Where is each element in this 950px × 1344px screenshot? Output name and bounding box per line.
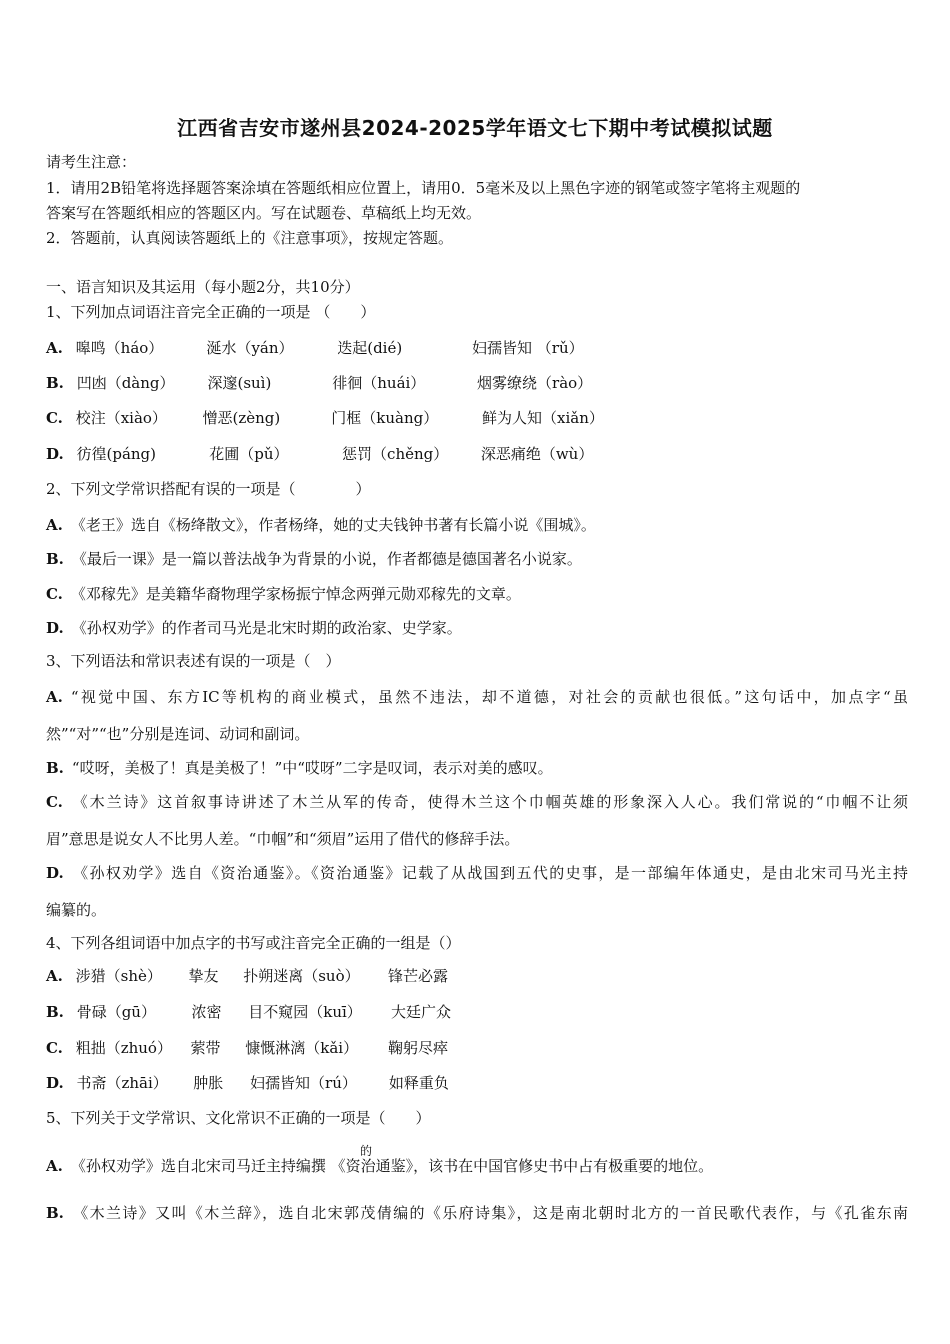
option-letter: A. (46, 967, 63, 985)
q1-option-d (46, 444, 593, 464)
question-5-stem: 5、下列关于文学常识、文化常识不正确的一项是（ ） (46, 1109, 431, 1127)
q3-option-d-line2: 编纂的。 (46, 901, 107, 919)
question-1-stem: 1、下列加点词语注音完全正确的一项是 （ ） (46, 303, 376, 321)
option-item: 肿胀 (193, 1074, 224, 1092)
q2-option-d (46, 618, 462, 638)
q3-option-a-line1 (46, 687, 908, 707)
option-item: 粗拙（zhuó） (75, 1039, 172, 1057)
option-text: 《孙权劝学》的作者司马光是北宋时期的政治家、史学家。 (71, 619, 462, 637)
question-4-stem: 4、下列各组词语中加点字的书写或注音完全正确的一组是（） (46, 934, 461, 952)
option-item: 深邃(suì) (207, 374, 272, 392)
option-letter: A. (46, 1157, 63, 1175)
option-letter: D. (46, 1074, 64, 1092)
option-item: 挚友 (188, 967, 219, 985)
q5-option-b (46, 1203, 908, 1223)
option-letter: A. (46, 688, 63, 706)
option-text: 《木兰诗》这首叙事诗讲述了木兰从军的传奇，使得木兰这个巾帼英雄的形象深入人心。我们常说的“巾帼不让须 (70, 793, 908, 811)
option-item: 妇孺皆知（rú） (250, 1074, 357, 1092)
option-item: 嗥鸣（háo） (75, 339, 164, 357)
option-text: “视觉中国、东方IC等机构的商业模式，虽然不违法，却不道德，对社会的贡献也很低。”这句话中，加点字“虽 (70, 688, 908, 706)
q1-option-b (46, 373, 592, 393)
page-title: 江西省吉安市遂州县2024-2025学年语文七下期中考试模拟试题 (177, 116, 773, 140)
option-item: 凹凼（dàng） (76, 374, 175, 392)
option-letter: D. (46, 864, 64, 882)
option-item: 花圃（pǔ） (209, 445, 289, 463)
q3-option-c-line2: 眉”意思是说女人不比男人差。“巾帼”和“须眉”运用了借代的修辞手法。 (46, 830, 520, 848)
question-2-stem: 2、下列文学常识搭配有误的一项是（ ） (46, 480, 371, 498)
question-3-stem: 3、下列语法和常识表述有误的一项是（ ） (46, 652, 341, 670)
q4-option-c (46, 1038, 448, 1058)
option-item: 涉猎（shè） (75, 967, 162, 985)
notice-heading: 请考生注意： (46, 153, 137, 171)
q3-option-c-line1 (46, 792, 908, 812)
option-item: 憎恶(zèng) (202, 409, 281, 427)
option-item: 萦带 (190, 1039, 221, 1057)
option-letter: B. (46, 1003, 64, 1021)
option-item: 门框（kuàng） (331, 409, 439, 427)
option-letter: C. (46, 1039, 63, 1057)
option-item: 校注（xiào） (75, 409, 167, 427)
option-item: 骨碌（gū） (76, 1003, 156, 1021)
option-item: 大廷广众 (391, 1003, 452, 1021)
option-letter: C. (46, 793, 63, 811)
option-item: 书斋（zhāi） (76, 1074, 168, 1092)
option-item: 如释重负 (388, 1074, 449, 1092)
option-text: 《最后一课》是一篇以普法战争为背景的小说，作者都德是德国著名小说家。 (71, 550, 582, 568)
option-letter: A. (46, 516, 63, 534)
q1-option-a (46, 338, 584, 358)
option-letter: A. (46, 339, 63, 357)
option-item: 彷徨(páng) (76, 445, 156, 463)
option-item: 鲜为人知（xiǎn） (482, 409, 604, 427)
option-text: “哎呀，美极了！真是美极了！”中“哎呀”二字是叹词，表示对美的感叹。 (71, 759, 553, 777)
option-text: 《邓稼先》是美籍华裔物理学家杨振宁悼念两弹元勋邓稼先的文章。 (70, 585, 521, 603)
q3-option-b (46, 758, 553, 778)
option-text: 《木兰诗》又叫《木兰辞》，选自北宋郭茂倩编的《乐府诗集》，这是南北朝时北方的一首民歌代表作，与《孔雀东南 (71, 1204, 908, 1222)
option-item: 迭起(dié) (337, 339, 403, 357)
q2-option-c (46, 584, 521, 604)
option-letter: C. (46, 585, 63, 603)
notice-line-2: 答案写在答题纸相应的答题区内。写在试题卷、草稿纸上均无效。 (46, 204, 482, 222)
q5-option-a (46, 1156, 713, 1176)
option-letter: D. (46, 619, 64, 637)
option-letter: B. (46, 759, 64, 777)
option-item: 惩罚（chěng） (342, 445, 449, 463)
option-text: 《孙权劝学》选自北宋司马迁主持编撰 《资治通鉴》，该书在中国官修史书中占有极重要的地位。 (70, 1157, 714, 1175)
option-item: 慷慨淋漓（kǎi） (245, 1039, 359, 1057)
option-letter: B. (46, 550, 64, 568)
q1-option-c (46, 408, 604, 428)
option-item: 鞠躬尽瘁 (388, 1039, 449, 1057)
option-item: 目不窥园（kuī） (248, 1003, 362, 1021)
q4-option-d (46, 1073, 449, 1093)
q3-option-d-line1 (46, 863, 908, 883)
option-item: 妇孺皆知 （rǔ） (472, 339, 584, 357)
option-item: 浓密 (191, 1003, 222, 1021)
notice-line-3: 2．答题前，认真阅读答题纸上的《注意事项》，按规定答题。 (46, 229, 454, 247)
option-text: 《老王》选自《杨绛散文》，作者杨绛，她的丈夫钱钟书著有长篇小说《围城》。 (70, 516, 596, 534)
option-item: 深恶痛绝（wù） (480, 445, 594, 463)
option-text: 《孙权劝学》选自《资治通鉴》。《资治通鉴》记载了从战国到五代的史事，是一部编年体通史，是由北宋司马光主持 (71, 864, 908, 882)
option-item: 涎水（yán） (206, 339, 294, 357)
option-letter: C. (46, 409, 63, 427)
notice-line-1: 1．请用2B铅笔将选择题答案涂填在答题纸相应位置上，请用0．5毫米及以上黑色字迹的钢笔或签字笔将主观题的 (46, 179, 801, 197)
option-item: 徘徊（huái） (332, 374, 426, 392)
section-heading: 一、语言知识及其运用（每小题2分，共10分） (46, 278, 360, 296)
option-letter: D. (46, 445, 64, 463)
option-item: 烟雾缭绕（rào） (477, 374, 593, 392)
inserted-character: 的 (360, 1144, 373, 1158)
q4-option-b (46, 1002, 451, 1022)
option-letter: B. (46, 1204, 64, 1222)
option-letter: B. (46, 374, 64, 392)
option-item: 扑朔迷离（suò） (243, 967, 360, 985)
q4-option-a (46, 966, 448, 986)
q2-option-b (46, 549, 582, 569)
option-item: 锋芒必露 (388, 967, 449, 985)
q3-option-a-line2: 然”“对”“也”分别是连词、动词和副词。 (46, 725, 310, 743)
q2-option-a (46, 515, 596, 535)
